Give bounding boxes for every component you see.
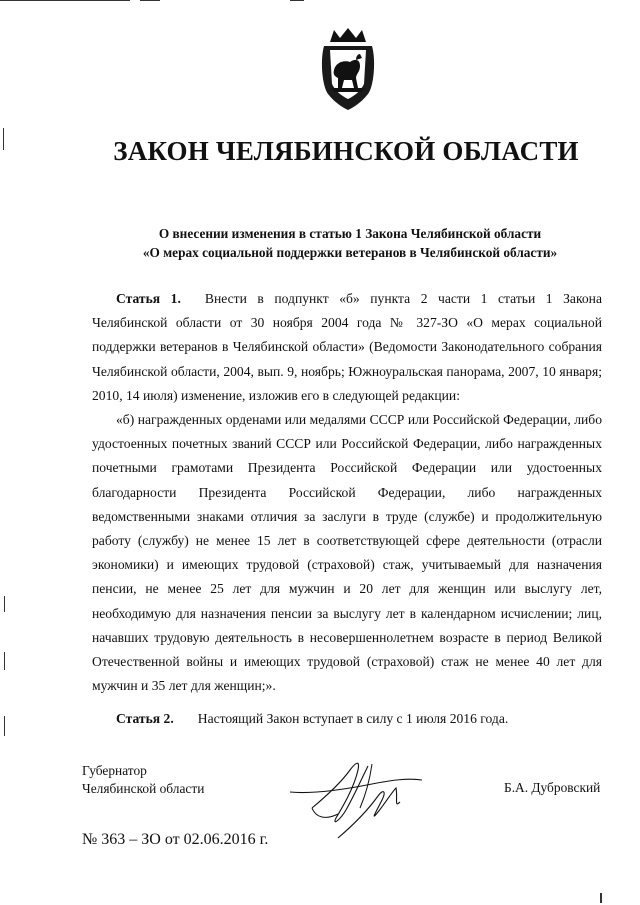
scan-artifact [600,893,602,903]
article-2-label: Статья 2. [116,711,174,726]
scan-artifact [4,596,5,612]
scan-artifact [4,652,5,670]
article-2 [92,711,602,727]
law-title: ЗАКОН ЧЕЛЯБИНСКОЙ ОБЛАСТИ [113,136,579,166]
scan-artifact [3,128,4,150]
position-line: Губернатор [82,763,147,778]
law-number: № 363 – ЗО от 02.06.2016 г. [82,831,269,848]
signatory-name: Б.А. Дубровский [504,780,601,795]
handwritten-signature [282,748,432,848]
scan-artifact [0,0,130,1]
article-1-quote [92,408,602,698]
scan-artifact [140,0,160,1]
coat-of-arms-icon [316,26,380,112]
article-1-text: Внести в подпункт «б» пункта 2 части 1 статьи 1 Закона Челябинской области от 30 ноября 2004 года № 327-ЗО «О мерах социальной поддержки ветеранов в Челябинской области» (Ведомости Законодательного собрания Челябинской области, 2004, вып. 9, ноябрь; Южноуральская панорама, 2007, 10 января; 2010, 14 июля) изменение, изложив его в следующей редакции: [92,291,602,403]
scan-artifact [290,0,304,1]
subtitle-line: «О мерах социальной поддержки ветеранов в Челябинской области» [142,245,558,260]
position-line: Челябинской области [82,781,205,796]
law-subtitle [80,224,620,262]
article-1-label: Статья 1. [116,291,181,306]
subtitle-line: О внесении изменения в статью 1 Закона Челябинской области [158,226,542,241]
signatory-position [82,762,204,798]
quote-text: «б) награжденных орденами или медалями СССР или Российской Федерации, либо удостоенных почетных званий СССР или Российской Федерации, либо награжденных почетными грамотами Президента Российской Федерации или удостоенных благодарности Президента Российской Федерации, либо награжденных ведомственными знаками отличия за заслуги в труде (службе) и продолжительную работу (службу) не менее 15 лет в соответствующей сфере деятельности (отрасли экономики) и имеющих трудовой (страховой) стаж, учитываемый для назначения пенсии, не менее 25 лет для мужчин и 20 лет для женщин или выслугу лет, необходимую для назначения пенсии за выслугу лет в календарном исчислении; лиц, начавших трудовую деятельность в несовершеннолетнем возрасте в период Великой Отечественной войны и имеющих трудовой (страховой) стаж не менее 40 лет для мужчин и 35 лет для женщин;». [92,412,602,694]
scan-artifact [4,716,5,736]
article-1 [92,287,602,408]
article-2-text: Настоящий Закон вступает в силу с 1 июля 2016 года. [197,711,509,726]
